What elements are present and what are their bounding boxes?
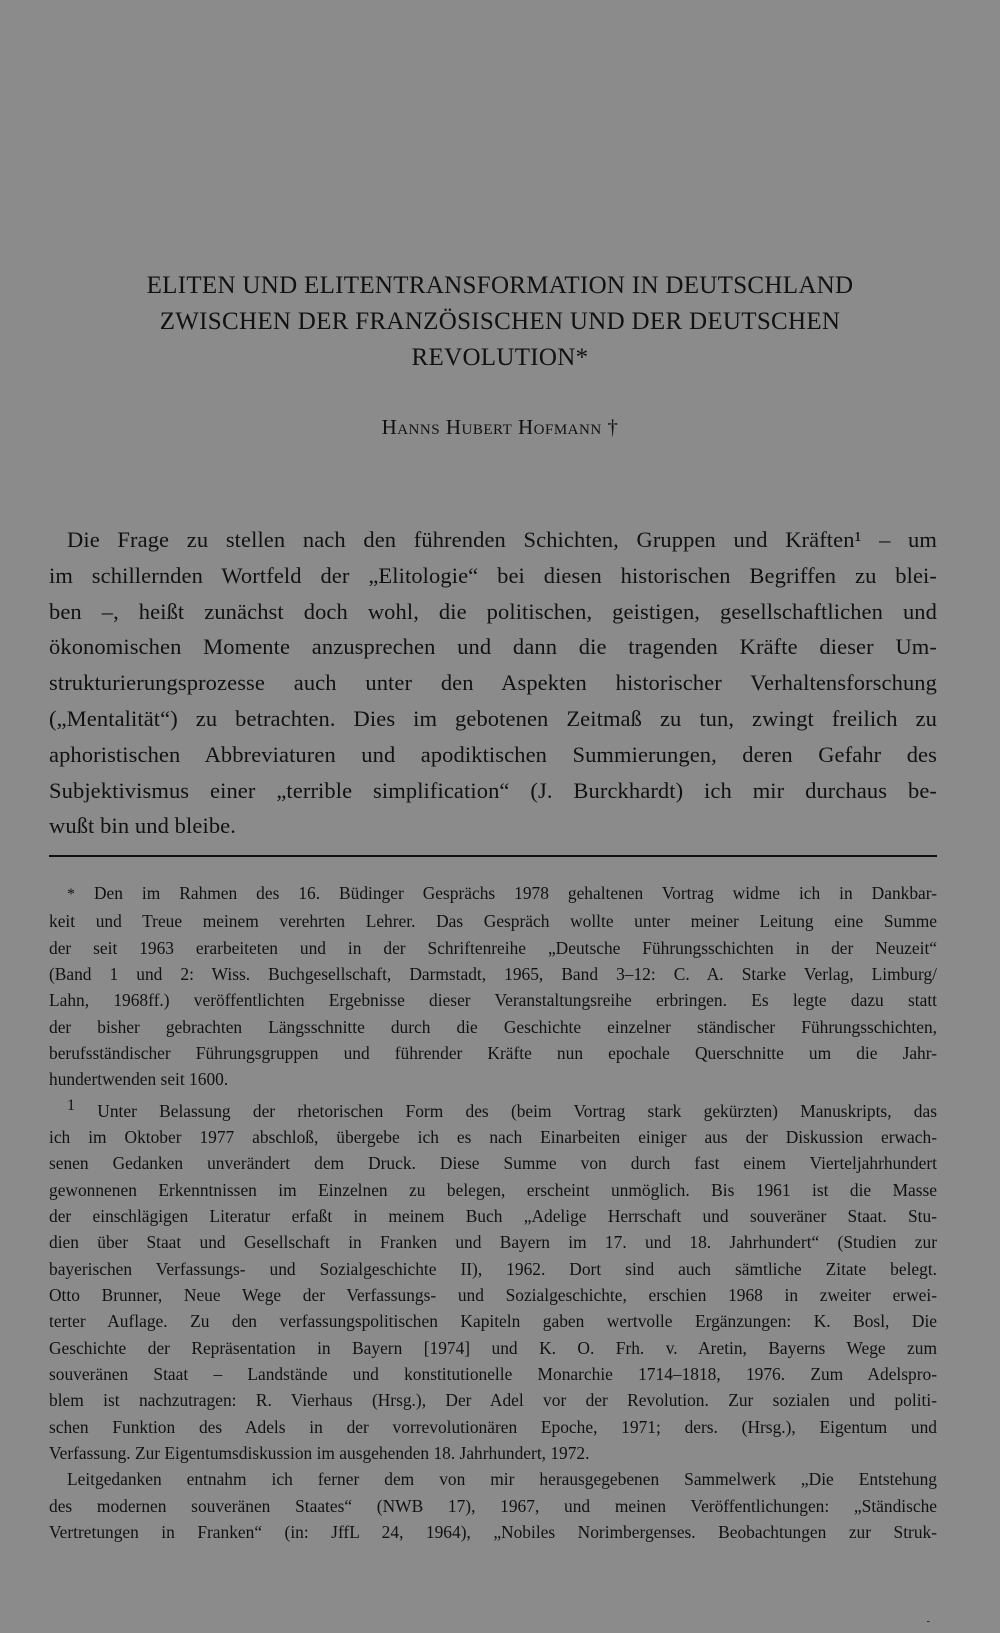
footnote-cont-line: Leitgedanken entnahm ich ferner dem von mir herausgegebenen Sammelwerk „Die Entstehung — [67, 1469, 937, 1490]
author-name: Hanns Hubert Hofmann † — [381, 415, 619, 439]
page-mark: - — [926, 1616, 930, 1627]
footnote-1-line: Verfassung. Zur Eigentumsdiskussion im ausgehenden 18. Jahrhundert, 1972. — [49, 1443, 590, 1464]
article-title — [0, 268, 1000, 376]
footnote-1-line: der einschlägigen Literatur erfaßt in meinem Buch „Adelige Herrschaft und souveräner Staat. Stu- — [49, 1205, 937, 1226]
body-line: („Mentalität“) zu betrachten. Dies im gebotenen Zeitmaß zu tun, zwingt freilich zu — [49, 705, 937, 731]
footnote-star-line: der seit 1963 erarbeiteten und in der Schriftenreihe „Deutsche Führungsschichten in der Neuzeit“ — [49, 937, 937, 958]
footnote-divider — [49, 855, 937, 857]
title-line: REVOLUTION* — [411, 344, 589, 371]
footnote-star-line: keit und Treue meinem verehrten Lehrer. Das Gespräch wollte unter meiner Leitung eine Summe — [49, 911, 937, 932]
body-line: Die Frage zu stellen nach den führenden Schichten, Gruppen und Kräften¹ – um — [67, 527, 937, 552]
footnote-1-line: senen Gedanken unverändert dem Druck. Diese Summe von durch fast einem Vierteljahrhundert — [49, 1153, 937, 1174]
body-line: ökonomischen Momente anzusprechen und dann die tragenden Kräfte dieser Um- — [49, 634, 937, 660]
footnote-star-line — [49, 880, 937, 908]
body-line: im schillernden Wortfeld der „Elitologie“ bei diesen historischen Begriffen zu blei- — [49, 562, 937, 588]
footnote-1-line: souveränen Staat – Landstände und konstitutionelle Monarchie 1714–1818, 1976. Zum Adelspro- — [49, 1363, 937, 1384]
footnote-1-line: blem ist nachzutragen: R. Vierhaus (Hrsg.), Der Adel vor der Revolution. Zur sozialen und politi- — [49, 1390, 937, 1411]
footnote-1-line: schen Funktion des Adels in der vorrevolutionären Epoche, 1971; ders. (Hrsg.), Eigentum und — [49, 1416, 937, 1437]
body-line: strukturierungsprozesse auch unter den Aspekten historischer Verhaltensforschung — [49, 670, 937, 696]
footnote-1-line: bayerischen Verfassungs- und Sozialgeschichte II), 1962. Dort sind auch sämtliche Zitate belegt. — [49, 1258, 937, 1279]
body-paragraph — [49, 522, 937, 844]
footnote-star-line: Lahn, 1968ff.) veröffentlichten Ergebnisse dieser Veranstaltungsreihe erbringen. Es legte dazu statt — [49, 990, 937, 1011]
footnote-1-line — [49, 1093, 937, 1124]
footnotes — [49, 880, 937, 1545]
footnote-1-text: Unter Belassung der rhetorischen Form des (beim Vortrag stark gekürzten) Manuskripts, das — [97, 1100, 937, 1121]
title-line: ELITEN UND ELITENTRANSFORMATION IN DEUTSCHLAND — [146, 272, 854, 299]
footnote-1-line: Otto Brunner, Neue Wege der Verfassungs- und Sozialgeschichte, erschien 1968 in zweiter erwei- — [49, 1284, 937, 1305]
footnote-star-text: Den im Rahmen des 16. Büdinger Gesprächs 1978 gehaltenen Vortrag widme ich in Dankbar- — [93, 883, 937, 903]
footnote-1-line: gewonnenen Erkenntnissen im Einzelnen zu belegen, erscheint unmöglich. Bis 1961 ist die Masse — [49, 1179, 937, 1200]
body-line: wußt bin und bleibe. — [49, 813, 236, 839]
body-line: Subjektivismus einer „terrible simplification“ (J. Burckhardt) ich mir durchaus be- — [49, 777, 937, 803]
footnote-cont-line: des modernen souveränen Staates“ (NWB 17), 1967, und meinen Veröffentlichungen: „Ständische — [49, 1495, 937, 1516]
footnote-1-marker: 1 — [67, 1096, 75, 1114]
footnote-cont-line: Vertretungen in Franken“ (in: JffL 24, 1964), „Nobiles Norimbergenses. Beobachtungen zur Struk- — [49, 1522, 937, 1543]
footnote-1-line: ich im Oktober 1977 abschloß, übergebe ich es nach Einarbeiten einiger aus der Diskussion erwach- — [49, 1126, 937, 1147]
footnote-1-line: terter Auflage. Zu den verfassungspolitischen Kapiteln gaben wertvolle Ergänzungen: K. Bosl, Die — [49, 1311, 937, 1332]
footnote-star-line: (Band 1 und 2: Wiss. Buchgesellschaft, Darmstadt, 1965, Band 3–12: C. A. Starke Verlag, Limburg/ — [49, 964, 937, 985]
footnote-1-line: Geschichte der Repräsentation in Bayern [1974] und K. O. Frh. v. Aretin, Bayerns Wege zum — [49, 1337, 937, 1358]
body-line: ben –, heißt zunächst doch wohl, die politischen, geistigen, gesellschaftlichen und — [49, 598, 937, 624]
footnote-star-marker: * — [67, 886, 75, 903]
body-line: aphoristischen Abbreviaturen und apodiktischen Summierungen, deren Gefahr des — [49, 741, 937, 767]
footnote-1-line: dien über Staat und Gesellschaft in Franken und Bayern im 17. und 18. Jahrhundert“ (Studien zur — [49, 1232, 937, 1253]
footnote-star-line: hundertwenden seit 1600. — [49, 1069, 229, 1090]
title-line: ZWISCHEN DER FRANZÖSISCHEN UND DER DEUTSCHEN — [159, 308, 841, 335]
footnote-star-line: berufsständischer Führungsgruppen und führender Kräfte nun epochale Querschnitte um die Jahr- — [49, 1043, 937, 1064]
footnote-star-line: der bisher gebrachten Längsschnitte durch die Geschichte einzelner ständischer Führungsschichten, — [49, 1016, 937, 1037]
